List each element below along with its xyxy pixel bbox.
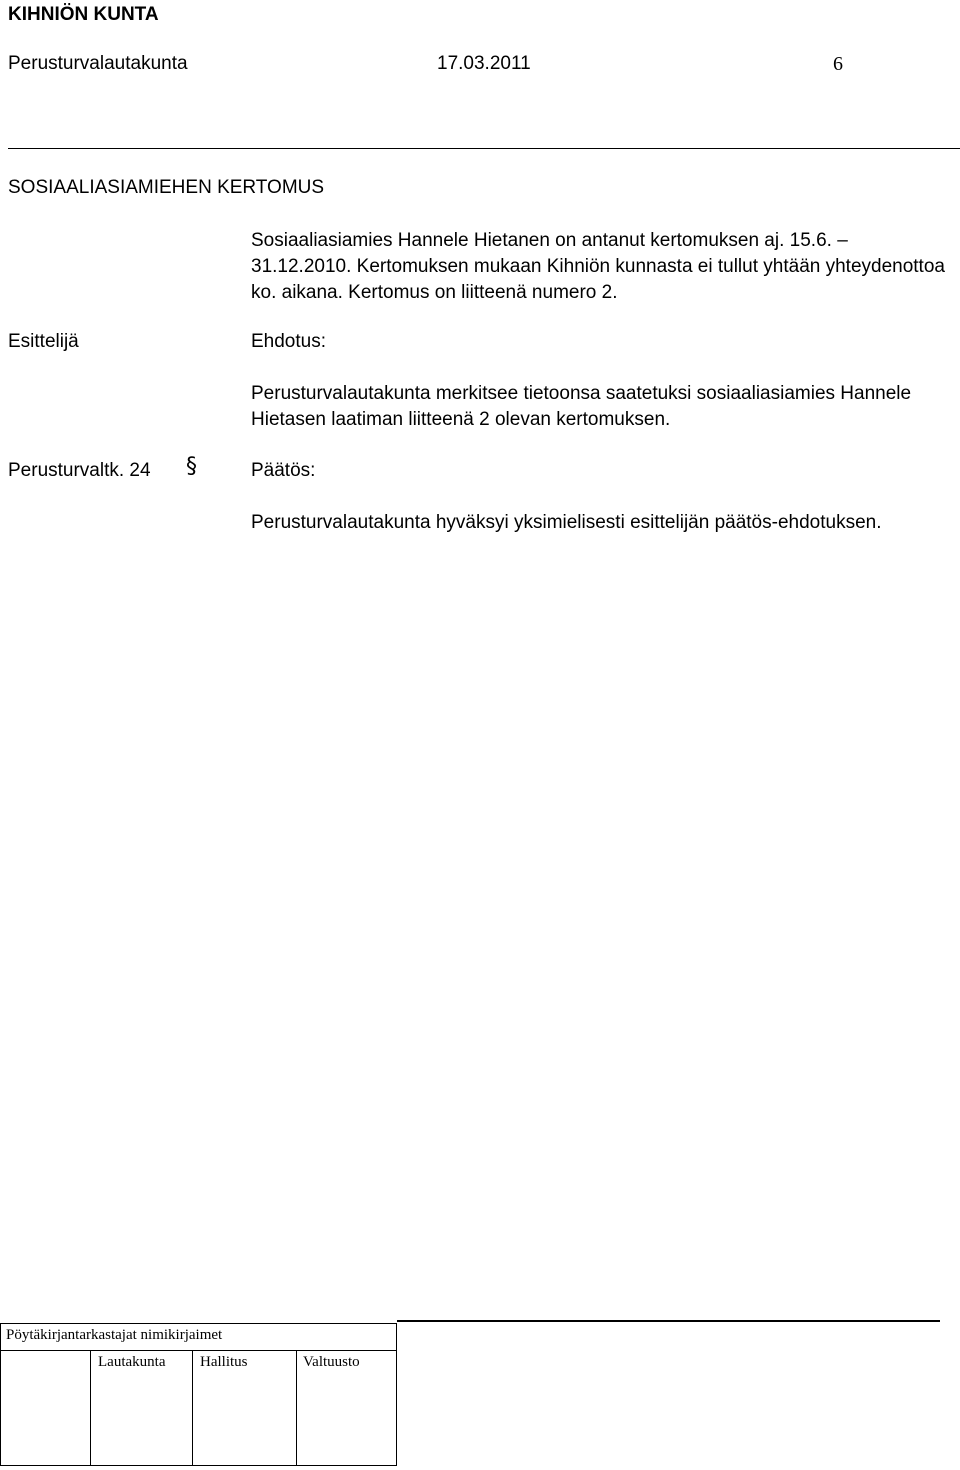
presenter-label: Esittelijä	[8, 331, 79, 352]
proposal-text: Perusturvalautakunta merkitsee tietoonsa saatetuksi sosiaaliasiamies Hannele Hietasen laatiman liitteenä 2 olevan kertomuksen.	[251, 383, 912, 430]
initials-column-hallitus: Hallitus	[200, 1354, 248, 1370]
section-reference: Perusturvaltk. 24	[8, 460, 151, 481]
decision-text: Perusturvalautakunta hyväksyi yksimielisesti esittelijän päätös-ehdotuksen.	[251, 512, 882, 533]
header-divider	[8, 148, 960, 149]
initials-column-lautakunta: Lautakunta	[98, 1354, 166, 1370]
initials-row-divider	[0, 1350, 397, 1351]
proposal-label: Ehdotus:	[251, 331, 326, 352]
committee-name: Perusturvalautakunta	[8, 53, 188, 74]
decision-label: Päätös:	[251, 460, 316, 481]
organization-name: KIHNIÖN KUNTA	[8, 4, 159, 25]
initials-column-valtuusto: Valtuusto	[303, 1354, 360, 1370]
initials-column-divider	[296, 1350, 297, 1466]
section-title: SOSIAALIASIAMIEHEN KERTOMUS	[8, 177, 325, 198]
initials-heading: Pöytäkirjantarkastajat nimikirjaimet	[6, 1327, 223, 1343]
initials-column-divider	[192, 1350, 193, 1466]
page-number: 6	[833, 53, 843, 75]
meeting-date: 17.03.2011	[437, 53, 531, 74]
intro-paragraph: Sosiaaliasiamies Hannele Hietanen on antanut kertomuksen aj. 15.6. – 31.12.2010. Kertomuksen mukaan Kihniön kunnasta ei tullut yhtään yhteydenottoa ko. aikana. Kertomus on liitteenä numero 2.	[251, 230, 945, 303]
initials-column-divider	[90, 1350, 91, 1466]
section-mark-icon: §	[186, 454, 197, 479]
footer-divider	[397, 1320, 940, 1322]
